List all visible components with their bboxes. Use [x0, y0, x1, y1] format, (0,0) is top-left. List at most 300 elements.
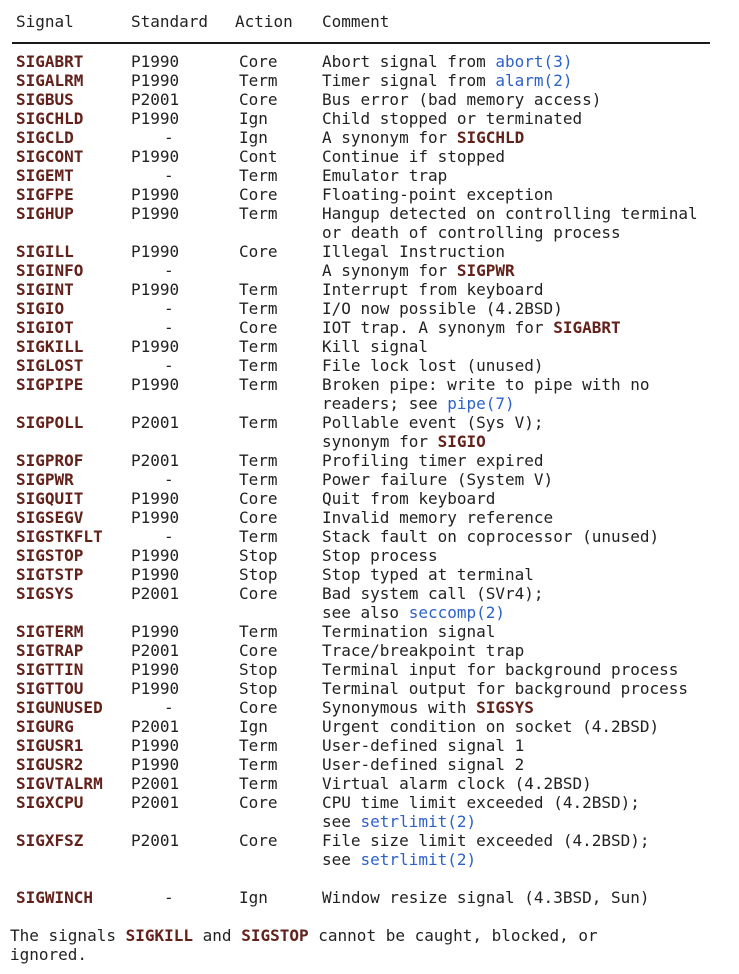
standard-value: P1990 [131, 622, 180, 641]
standard-value: - [164, 166, 174, 185]
footer-note [10, 926, 729, 964]
action-value: Core [239, 793, 278, 812]
table-row [16, 375, 729, 413]
comment-text: Stop process [322, 546, 438, 565]
comment-text: Continue if stopped [322, 147, 506, 166]
comment-text: Timer signal from [322, 71, 496, 90]
signal-name: SIGTRAP [16, 641, 84, 660]
table-row [16, 166, 729, 185]
standard-value: P1990 [131, 489, 180, 508]
table-row [16, 337, 729, 356]
comment-line [322, 432, 729, 451]
comment-line [322, 470, 729, 489]
comment-text: or death of controlling process [322, 223, 621, 242]
man-page-link[interactable]: pipe(7) [447, 394, 515, 413]
table-row [16, 755, 729, 774]
comment-cell [322, 584, 729, 622]
standard-value: P1990 [131, 375, 180, 394]
signal-name: SIGFPE [16, 185, 74, 204]
action-value: Term [239, 755, 278, 774]
action-value: Term [239, 204, 278, 223]
standard-value: P1990 [131, 52, 180, 71]
comment-line [322, 489, 729, 508]
comment-text: readers; see [322, 394, 448, 413]
comment-line [322, 527, 729, 546]
comment-text: Trace/breakpoint trap [322, 641, 525, 660]
comment-cell [322, 660, 729, 679]
comment-text: Pollable event (Sys V); [322, 413, 544, 432]
signal-name: SIGWINCH [16, 888, 94, 907]
standard-value: - [164, 888, 174, 907]
comment-cell [322, 242, 729, 261]
comment-line [322, 394, 729, 413]
comment-cell [322, 166, 729, 185]
action-value: Term [239, 413, 278, 432]
standard-value: - [164, 128, 174, 147]
comment-text: see [322, 850, 361, 869]
comment-line [322, 717, 729, 736]
comment-text: Stop typed at terminal [322, 565, 534, 584]
standard-value: - [164, 261, 174, 280]
comment-text: File lock lost (unused) [322, 356, 544, 375]
signal-name: SIGXCPU [16, 793, 84, 812]
column-header-comment: Comment [322, 12, 390, 31]
comment-text: cannot be caught, blocked, or [308, 926, 598, 945]
header-divider [12, 42, 710, 44]
signal-ref: SIGKILL [125, 926, 194, 945]
comment-text: Urgent condition on socket (4.2BSD) [322, 717, 660, 736]
comment-cell [322, 299, 729, 318]
standard-value: P1990 [131, 204, 180, 223]
comment-text: I/O now possible (4.2BSD) [322, 299, 563, 318]
standard-value: P1990 [131, 565, 180, 584]
signal-name: SIGINFO [16, 261, 84, 280]
man-page-link[interactable]: seccomp(2) [408, 603, 506, 622]
comment-line [322, 755, 729, 774]
table-row [16, 90, 729, 109]
footer-line [10, 945, 729, 964]
table-row [16, 489, 729, 508]
comment-line [322, 831, 729, 850]
comment-text: Kill signal [322, 337, 428, 356]
signal-name: SIGSTOP [16, 546, 84, 565]
standard-value: P1990 [131, 280, 180, 299]
signal-name: SIGUSR2 [16, 755, 84, 774]
table-row [16, 470, 729, 489]
comment-cell [322, 52, 729, 71]
action-value: Core [239, 641, 278, 660]
comment-cell [322, 641, 729, 660]
standard-value: P1990 [131, 71, 180, 90]
standard-value: - [164, 527, 174, 546]
signal-name: SIGXFSZ [16, 831, 84, 850]
comment-cell [322, 622, 729, 641]
comment-line [322, 261, 729, 280]
comment-line [322, 52, 729, 71]
comment-line [322, 451, 729, 470]
signal-name: SIGSTKFLT [16, 527, 103, 546]
signal-ref: SIGSYS [476, 698, 534, 717]
comment-line [322, 280, 729, 299]
signal-name: SIGPWR [16, 470, 74, 489]
standard-value: P2001 [131, 831, 180, 850]
signal-ref: SIGCHLD [456, 128, 525, 147]
column-header-signal: Signal [16, 12, 74, 31]
signal-name: SIGUNUSED [16, 698, 103, 717]
signal-name: SIGCONT [16, 147, 84, 166]
signal-ref: SIGABRT [553, 318, 621, 337]
man-page-link[interactable]: setrlimit(2) [360, 812, 477, 831]
comment-line [322, 565, 729, 584]
comment-text: The signals [10, 926, 126, 945]
comment-line [322, 356, 729, 375]
action-value: Stop [239, 565, 278, 584]
standard-value: P1990 [131, 736, 180, 755]
standard-value: P1990 [131, 755, 180, 774]
comment-text: and [193, 926, 242, 945]
signal-name: SIGTERM [16, 622, 84, 641]
standard-value: P1990 [131, 546, 180, 565]
comment-cell [322, 375, 729, 413]
comment-cell [322, 318, 729, 337]
comment-line [322, 660, 729, 679]
comment-cell [322, 185, 729, 204]
comment-line [322, 774, 729, 793]
comment-line [322, 109, 729, 128]
standard-value: - [164, 698, 174, 717]
comment-cell [322, 489, 729, 508]
comment-line [322, 508, 729, 527]
comment-line [322, 736, 729, 755]
comment-line [322, 546, 729, 565]
action-value: Core [239, 698, 278, 717]
signal-name: SIGQUIT [16, 489, 84, 508]
action-value: Cont [239, 147, 278, 166]
action-value: Term [239, 774, 278, 793]
action-value: Ign [239, 717, 268, 736]
standard-value: P1990 [131, 508, 180, 527]
action-value: Stop [239, 546, 278, 565]
comment-text: IOT trap. A synonym for [322, 318, 554, 337]
standard-value: P2001 [131, 717, 180, 736]
action-value: Term [239, 299, 278, 318]
comment-text: synonym for [322, 432, 438, 451]
table-row [16, 831, 729, 869]
comment-line [322, 147, 729, 166]
comment-cell [322, 755, 729, 774]
action-value: Core [239, 508, 278, 527]
comment-text: Terminal output for background process [322, 679, 689, 698]
table-row [16, 679, 729, 698]
comment-cell [322, 679, 729, 698]
signal-name: SIGPOLL [16, 413, 84, 432]
table-row [16, 109, 729, 128]
comment-line [322, 337, 729, 356]
comment-text: see [322, 812, 361, 831]
comment-text: Quit from keyboard [322, 489, 496, 508]
comment-cell [322, 280, 729, 299]
comment-line [322, 128, 729, 147]
comment-text: CPU time limit exceeded (4.2BSD); [322, 793, 640, 812]
comment-line [322, 242, 729, 261]
comment-cell [322, 698, 729, 717]
table-row [16, 508, 729, 527]
comment-line [322, 793, 729, 812]
comment-text: Terminal input for background process [322, 660, 679, 679]
comment-cell [322, 736, 729, 755]
table-row [16, 147, 729, 166]
comment-text: Hangup detected on controlling terminal [322, 204, 698, 223]
signal-name: SIGPROF [16, 451, 84, 470]
standard-value: P2001 [131, 774, 180, 793]
signal-name: SIGILL [16, 242, 74, 261]
table-row [16, 71, 729, 90]
signal-name: SIGURG [16, 717, 74, 736]
standard-value: P1990 [131, 679, 180, 698]
standard-value: P2001 [131, 584, 180, 603]
comment-text: Illegal Instruction [322, 242, 506, 261]
table-row [16, 204, 729, 242]
table-row [16, 261, 729, 280]
action-value: Core [239, 831, 278, 850]
table-row [16, 451, 729, 470]
table-row [16, 793, 729, 831]
comment-text: File size limit exceeded (4.2BSD); [322, 831, 650, 850]
action-value: Core [239, 489, 278, 508]
action-value: Term [239, 356, 278, 375]
comment-line [322, 413, 729, 432]
comment-cell [322, 356, 729, 375]
action-value: Term [239, 166, 278, 185]
man-page-link[interactable]: setrlimit(2) [360, 850, 477, 869]
signal-name: SIGTSTP [16, 565, 84, 584]
standard-value: P1990 [131, 109, 180, 128]
comment-cell [322, 774, 729, 793]
comment-text: Profiling timer expired [322, 451, 544, 470]
comment-line [322, 698, 729, 717]
table-row [16, 584, 729, 622]
comment-cell [322, 90, 729, 109]
comment-text: Window resize signal (4.3BSD, Sun) [322, 888, 650, 907]
column-header-action: Action [235, 12, 293, 31]
action-value: Ign [239, 109, 268, 128]
signal-ref: SIGIO [437, 432, 486, 451]
signal-name: SIGVTALRM [16, 774, 103, 793]
signal-name: SIGCLD [16, 128, 74, 147]
action-value: Core [239, 185, 278, 204]
table-row [16, 622, 729, 641]
signal-name: SIGKILL [16, 337, 84, 356]
action-value: Stop [239, 660, 278, 679]
action-value: Stop [239, 679, 278, 698]
signal-name: SIGABRT [16, 52, 84, 71]
table-header-row [16, 12, 729, 31]
signal-name: SIGTTIN [16, 660, 84, 679]
comment-line [322, 375, 729, 394]
signal-table [16, 12, 729, 907]
comment-line [322, 299, 729, 318]
table-row [16, 318, 729, 337]
comment-text: Broken pipe: write to pipe with no [322, 375, 650, 394]
standard-value: P1990 [131, 242, 180, 261]
table-row [16, 299, 729, 318]
table-row [16, 698, 729, 717]
signal-name: SIGLOST [16, 356, 84, 375]
comment-line [322, 603, 729, 622]
signal-name: SIGCHLD [16, 109, 84, 128]
signal-name: SIGUSR1 [16, 736, 84, 755]
table-row [16, 888, 729, 907]
table-row [16, 52, 729, 71]
action-value: Core [239, 52, 278, 71]
standard-value: P2001 [131, 90, 180, 109]
comment-text: Child stopped or terminated [322, 109, 583, 128]
comment-line [322, 185, 729, 204]
comment-text: Synonymous with [322, 698, 477, 717]
comment-cell [322, 888, 729, 907]
comment-cell [322, 546, 729, 565]
standard-value: P1990 [131, 147, 180, 166]
table-row [16, 660, 729, 679]
comment-text: Virtual alarm clock (4.2BSD) [322, 774, 592, 793]
signal-name: SIGTTOU [16, 679, 84, 698]
comment-text: Floating-point exception [322, 185, 554, 204]
action-value: Term [239, 375, 278, 394]
comment-cell [322, 831, 729, 869]
comment-text: see also [322, 603, 409, 622]
standard-value: P2001 [131, 641, 180, 660]
comment-line [322, 90, 729, 109]
table-row [16, 128, 729, 147]
comment-line [322, 850, 729, 869]
comment-text: Bad system call (SVr4); [322, 584, 544, 603]
table-row [16, 356, 729, 375]
table-row [16, 717, 729, 736]
comment-line [322, 812, 729, 831]
standard-value: P2001 [131, 793, 180, 812]
comment-line [322, 223, 729, 242]
comment-text: Stack fault on coprocessor (unused) [322, 527, 660, 546]
column-header-standard: Standard [131, 12, 209, 31]
comment-line [322, 71, 729, 90]
signal-name: SIGEMT [16, 166, 74, 185]
comment-text: User-defined signal 1 [322, 736, 525, 755]
standard-value: - [164, 470, 174, 489]
action-value: Term [239, 622, 278, 641]
comment-cell [322, 717, 729, 736]
action-value: Term [239, 527, 278, 546]
action-value: Term [239, 451, 278, 470]
table-body [16, 52, 729, 907]
comment-cell [322, 337, 729, 356]
comment-line [322, 166, 729, 185]
comment-text: A synonym for [322, 261, 457, 280]
signal-name: SIGBUS [16, 90, 74, 109]
comment-text: Bus error (bad memory access) [322, 90, 602, 109]
comment-cell [322, 204, 729, 242]
action-value: Term [239, 280, 278, 299]
standard-value: P1990 [131, 185, 180, 204]
comment-cell [322, 147, 729, 166]
comment-text: Interrupt from keyboard [322, 280, 544, 299]
comment-cell [322, 109, 729, 128]
comment-line [322, 318, 729, 337]
comment-cell [322, 793, 729, 831]
signal-ref: SIGSTOP [241, 926, 309, 945]
comment-line [322, 888, 729, 907]
comment-text: Termination signal [322, 622, 496, 641]
comment-line [322, 204, 729, 223]
signal-name: SIGSYS [16, 584, 74, 603]
comment-cell [322, 451, 729, 470]
standard-value: P2001 [131, 451, 180, 470]
action-value: Term [239, 470, 278, 489]
standard-value: P2001 [131, 413, 180, 432]
standard-value: - [164, 318, 174, 337]
table-row [16, 774, 729, 793]
comment-text: Invalid memory reference [322, 508, 554, 527]
table-row [16, 280, 729, 299]
man-page-link[interactable]: alarm(2) [495, 71, 573, 90]
comment-line [322, 679, 729, 698]
comment-cell [322, 508, 729, 527]
comment-cell [322, 128, 729, 147]
standard-value: P1990 [131, 337, 180, 356]
action-value: Core [239, 318, 278, 337]
table-row [16, 736, 729, 755]
signal-name: SIGINT [16, 280, 74, 299]
signal-name: SIGSEGV [16, 508, 84, 527]
comment-cell [322, 527, 729, 546]
action-value: Core [239, 584, 278, 603]
signal-name: SIGALRM [16, 71, 84, 90]
signal-name: SIGHUP [16, 204, 74, 223]
comment-text: ignored. [10, 945, 88, 964]
comment-cell [322, 71, 729, 90]
comment-cell [322, 565, 729, 584]
action-value: Term [239, 736, 278, 755]
comment-line [322, 622, 729, 641]
standard-value: - [164, 299, 174, 318]
signal-name: SIGPIPE [16, 375, 84, 394]
comment-text: User-defined signal 2 [322, 755, 525, 774]
action-value: Ign [239, 128, 268, 147]
action-value: Core [239, 242, 278, 261]
comment-text: Power failure (System V) [322, 470, 554, 489]
comment-text: Abort signal from [322, 52, 496, 71]
comment-cell [322, 261, 729, 280]
table-row [16, 546, 729, 565]
table-row [16, 527, 729, 546]
comment-text: Emulator trap [322, 166, 448, 185]
man-page-link[interactable]: abort(3) [495, 52, 573, 71]
table-row [16, 565, 729, 584]
comment-line [322, 641, 729, 660]
footer-line [10, 926, 729, 945]
signal-ref: SIGPWR [456, 261, 515, 280]
table-row [16, 413, 729, 451]
comment-cell [322, 413, 729, 451]
action-value: Ign [239, 888, 268, 907]
action-value: Term [239, 337, 278, 356]
standard-value: P1990 [131, 660, 180, 679]
standard-value: - [164, 356, 174, 375]
action-value: Term [239, 71, 278, 90]
table-row [16, 242, 729, 261]
table-row [16, 185, 729, 204]
comment-line [322, 584, 729, 603]
table-row [16, 641, 729, 660]
